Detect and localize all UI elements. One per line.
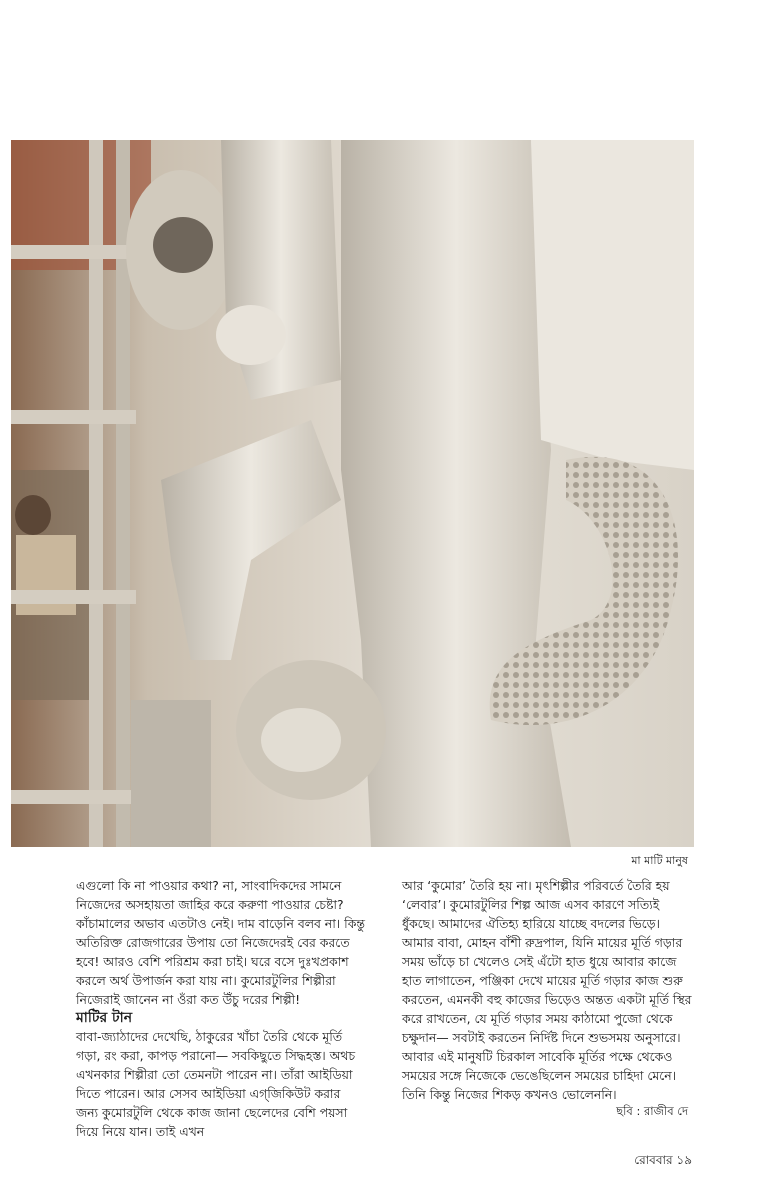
clay-idol-photo (11, 140, 694, 847)
right-paragraph-1: আর ‘কুমোর’ তৈরি হয় না। মৃৎশিল্পীর পরিবর্তে তৈরি হয় ‘লেবার’। কুমোরটুলির শিল্প আজ এসব কারণে সত্যিই ধুঁকছে। আমাদের ঐতিহ্য হারিয়ে যাচ্ছে বদলের ভিড়ে। আমার বাবা, মোহন বাঁশী রুদ্রপাল, যিনি মায়ের মূর্তি গড়ার সময় ভাঁড়ে চা খেলেও সেই এঁটো হাত ধুয়ে আবার কাজে হাত লাগাতেন, পঞ্জিকা দেখে মায়ের মূর্তি গড়ার কাজ শুরু করতেন, এমনকী বহু কাজের ভিড়েও অন্তত একটা মূর্তি স্থির করে রাখতেন, যে মূর্তি গড়ার সময় কাঠামো পুজো থেকে চক্ষুদান— সবটাই করতেন নির্দিষ্ট দিনে শুভসময় অনুসারে। আবার এই মানুষটি চিরকাল সাবেকি মূর্তির পক্ষে থেকেও সময়ের সঙ্গে নিজেকে ভেঙেছিলেন সময়ের চাহিদা মেনে। তিনি কিন্তু নিজের শিকড় কখনও ভোলেননি। (402, 878, 692, 1102)
right-column (402, 876, 694, 1104)
section-label: মা মাটি মানুষ (631, 854, 688, 867)
left-paragraph-2: বাবা-জ্যাঠাদের দেখেছি, ঠাকুরের খাঁচা তৈরি থেকে মূর্তি গড়া, রং করা, কাপড় পরানো— সবকিছুতে সিদ্ধহস্ত। অথচ এখনকার শিল্পীরা তো তেমনটা পারেন না। তাঁরা আইডিয়া দিতে পারেন। আর সেসব আইডিয়া এগ্‌জিকিউট করার জন্য কুমোরটুলি থেকে কাজ জানা ছেলেদের বেশি পয়সা দিয়ে নিয়ে যান। তাই এখন (76, 1029, 356, 1139)
clay-idol-photo-icon (11, 140, 694, 847)
photo-credit: ছবি : রাজীব দে (616, 1104, 688, 1118)
left-paragraph-1: এগুলো কি না পাওয়ার কথা? না, সাংবাদিকদের সামনে নিজেদের অসহায়তা জাহির করে করুণা পাওয়ার চেষ্টা? কাঁচামালের অভাব এতটাও নেই। দাম বাড়েনি বলব না। কিন্তু অতিরিক্ত রোজগারের উপায় তো নিজেদেরই বের করতে হবে! আরও বেশি পরিশ্রম করা চাই। ঘরে বসে দুঃখপ্রকাশ করলে অর্থ উপার্জন করা যায় না। কুমোরটুলির শিল্পীরা নিজেরাই জানেন না ওঁরা কত উঁচু দরের শিল্পী! (76, 878, 365, 1007)
page-folio: রোববার ১৯ (634, 1153, 692, 1167)
left-column (76, 876, 366, 1141)
subheading: মাটির টান (76, 1010, 133, 1026)
